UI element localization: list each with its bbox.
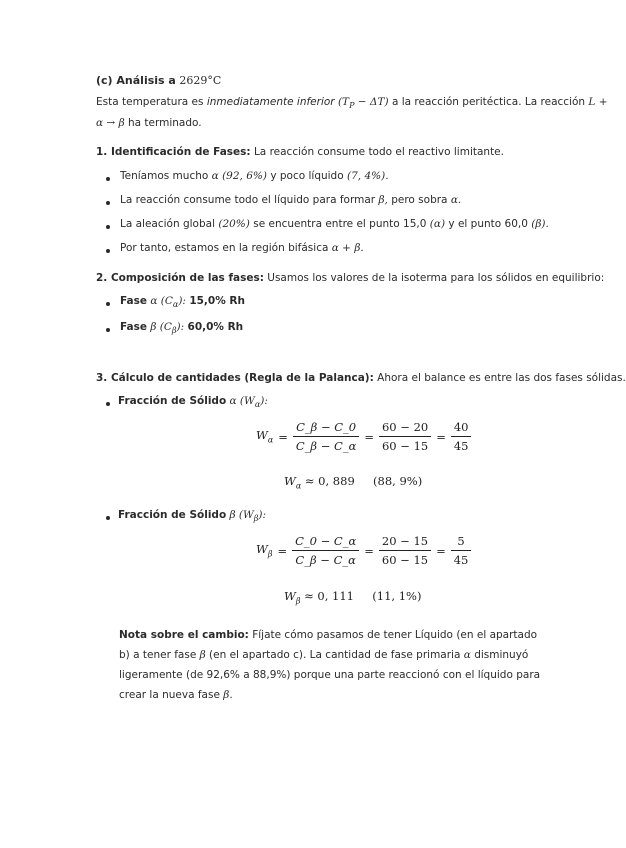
step1-bullet-3: La aleación global (20%) se encuentra entre el punto 15,0 (α) y el punto 60,0 (β). — [120, 218, 549, 230]
bullet-dot — [106, 328, 110, 332]
bullet-dot — [106, 302, 110, 306]
intro-text: Esta temperatura es — [96, 96, 204, 108]
step3-text: Ahora el balance es entre las dos fases sólidas. — [377, 372, 626, 384]
phase-alpha-item: Fase α $(C_\alpha)$: 15,0% Rh — [120, 295, 245, 310]
bullet-dot — [106, 225, 110, 229]
intro-reaction: α → β — [96, 117, 125, 129]
heading-label: (c) Análisis a — [96, 74, 176, 87]
intro-text-2: a la reacción peritéctica. La reacción — [391, 96, 586, 108]
lever-rule-alpha-equation: $W_\alpha$ = $\frac{C\_\beta - C\_0}{C\_\beta - C\_\alpha}$ = $\frac{60 - 20}{60 - 15}$ = $\frac{40}{45}$ — [256, 420, 471, 453]
bullet-dot — [106, 516, 110, 520]
heading-temperature: 2629°C — [179, 74, 222, 87]
phase-beta-symbol: β $(C_\beta)$: — [150, 321, 185, 336]
note-text: Fíjate cómo pasamos de tener Líquido (en el apartado b) a tener fase — [119, 629, 538, 661]
step1-bullet-1: Teníamos mucho α (92, 6%) y poco líquido (7, 4%). — [120, 170, 389, 182]
step3-title: 3. Cálculo de cantidades (Regla de la Palanca): — [96, 372, 374, 384]
step1-bullet-4: Por tanto, estamos en la región bifásica α + β. — [120, 242, 364, 254]
lever-rule-beta-equation: $W_\beta$ = $\frac{C\_0 - C\_\alpha}{C\_\beta - C\_\alpha}$ = $\frac{20 - 15}{60 - 15}$ = $\frac{5}{45}$ — [256, 534, 471, 567]
intro-emphasis: inmediatamente inferior — [206, 96, 335, 108]
step1-title: 1. Identificación de Fases: — [96, 146, 251, 158]
change-note: Nota sobre el cambio: Fíjate cómo pasamos de tener Líquido (en el apartado b) a tener fase β (en el apartado c). La cantidad de fase primaria α disminuyó ligeramente (de 92,6% a 88,9%) porque una parte reaccionó con el líquido para crear la nueva fase β. — [119, 629, 541, 701]
intro-line-1 — [96, 96, 608, 110]
alpha-result: $W_\alpha \approx 0$, 889 (88, 9%) — [284, 474, 423, 491]
phase-beta-value: 60,0% Rh — [187, 321, 244, 333]
note-title: Nota sobre el cambio: — [119, 629, 249, 641]
step2-heading — [96, 272, 604, 284]
step3-heading — [96, 372, 626, 384]
fraction-alpha-label: Fracción de Sólido α $(W_\alpha)$: — [118, 395, 268, 410]
bullet-dot — [106, 249, 110, 253]
intro-math: $(T_P - \Delta T)$ — [337, 96, 389, 111]
phase-alpha-symbol: α $(C_\alpha)$: — [150, 295, 186, 310]
step1-bullet-2: La reacción consume todo el líquido para formar β, pero sobra α. — [120, 194, 462, 206]
phase-alpha-value: 15,0% Rh — [189, 295, 245, 307]
phase-beta-item: Fase β $(C_\beta)$: 60,0% Rh — [120, 321, 244, 336]
section-heading — [96, 74, 221, 87]
step1-text: La reacción consume todo el reactivo limitante. — [253, 146, 504, 158]
intro-text-3: ha terminado. — [127, 117, 202, 129]
step2-text: Usamos los valores de la isoterma para los sólidos en equilibrio: — [267, 272, 605, 284]
step1-heading — [96, 146, 504, 158]
intro-math-2: L + — [588, 96, 608, 108]
fraction-beta-label: Fracción de Sólido β $(W_\beta)$: — [118, 509, 267, 524]
bullet-dot — [106, 177, 110, 181]
beta-result: $W_\beta \approx 0$, 111 (11, 1%) — [284, 589, 422, 606]
step2-title: 2. Composición de las fases: — [96, 272, 264, 284]
bullet-dot — [106, 402, 110, 406]
intro-line-2 — [96, 117, 202, 129]
bullet-dot — [106, 201, 110, 205]
